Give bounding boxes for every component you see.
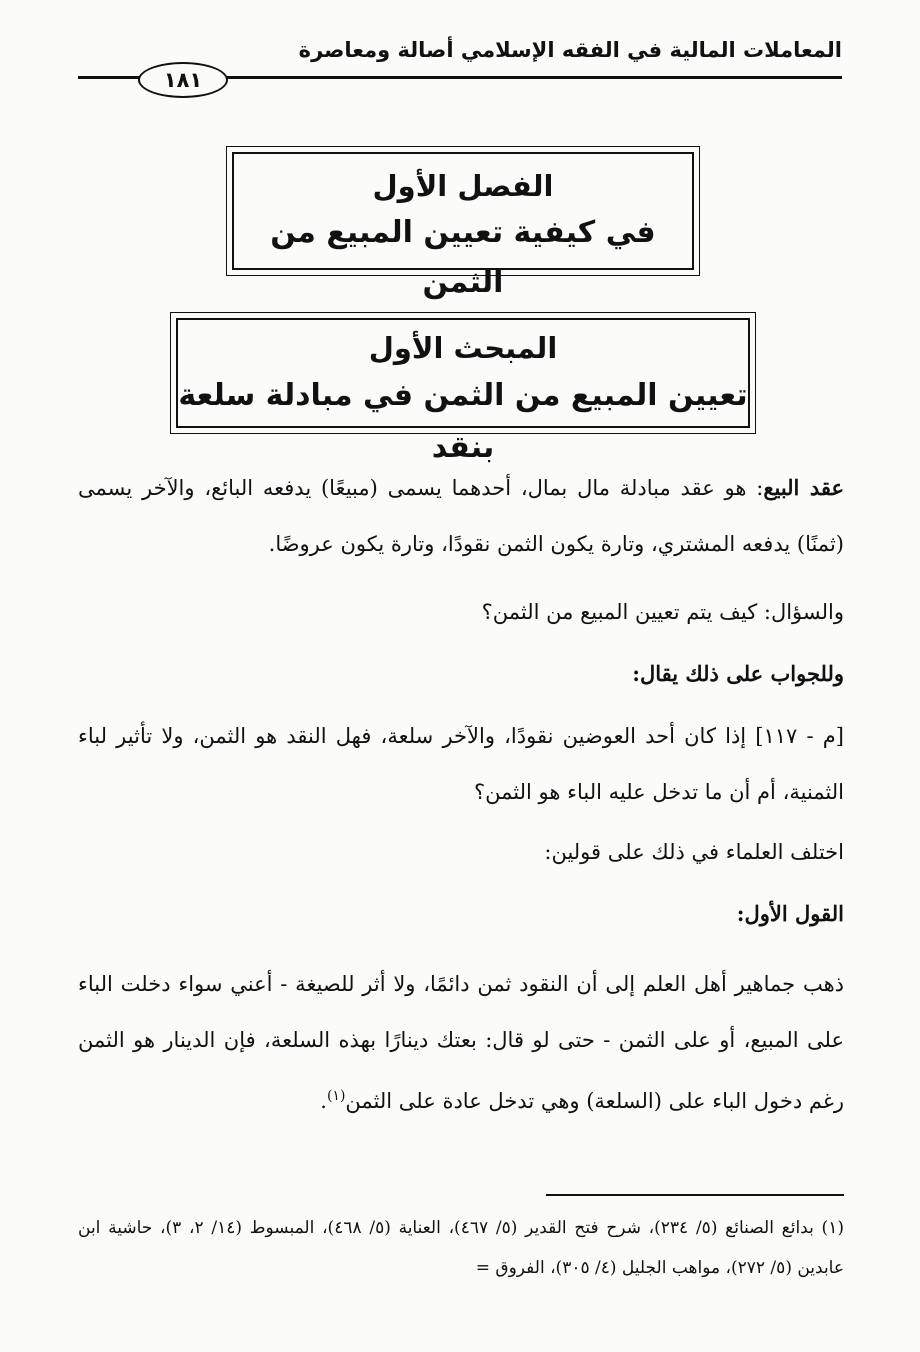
issue-text: [م - ١١٧] إذا كان أحد العوضين نقودًا، والآخر سلعة، فهل النقد هو الثمن، ولا تأثير لباء الثمنية، أم أن ما تدخل عليه الباء هو الثمن؟ xyxy=(78,724,844,804)
definition-text: : هو عقد مبادلة مال بمال، أحدهما يسمى (مبيعًا) يدفعه البائع، والآخر يسمى (ثمنًا) يدفعه المشتري، وتارة يكون الثمن نقودًا، وتارة يكون عروضًا. xyxy=(78,476,844,556)
question-text: والسؤال: كيف يتم تعيين المبيع من الثمن؟ xyxy=(481,600,844,624)
first-opinion-end: . xyxy=(320,1089,327,1113)
footnote: (١) بدائع الصنائع (٥/ ٢٣٤)، شرح فتح القدير (٥/ ٤٦٧)، العناية (٥/ ٤٦٨)، المبسوط (١٤/ ٢، ٣)، حاشية ابن عابدين (٥/ ٢٧٢)، مواهب الجليل (٤/ ٣٠٥)، الفروق = xyxy=(78,1218,844,1278)
section-subtitle: تعيين المبيع من الثمن في مبادلة سلعة بنقد xyxy=(178,378,748,465)
paragraph-answer-intro xyxy=(78,646,844,702)
book-title: المعاملات المالية في الفقه الإسلامي أصالة ومعاصرة xyxy=(298,38,842,62)
chapter-heading-box xyxy=(232,152,694,300)
paragraph-first-opinion-heading xyxy=(78,886,844,942)
paragraph-issue xyxy=(78,708,844,820)
answer-intro-text: وللجواب على ذلك يقال: xyxy=(632,661,844,686)
paragraph-disagreement xyxy=(78,824,844,880)
defined-term: عقد البيع xyxy=(763,475,844,500)
section-title: المبحث الأول xyxy=(368,331,558,365)
page-number: ١٨١ xyxy=(138,62,228,98)
footnote-separator xyxy=(546,1194,844,1196)
first-opinion-text: ذهب جماهير أهل العلم إلى أن النقود ثمن دائمًا، ولا أثر للصيغة - أعني سواء دخلت الباء على المبيع، أو على الثمن - حتى لو قال: بعتك دينارًا بهذه السلعة، فإن الدينار هو الثمن رغم دخول الباء على (السلعة) وهي تدخل عادة على الثمن xyxy=(78,972,844,1113)
footnote-reference[interactable]: (١) xyxy=(326,1088,346,1104)
disagreement-text: اختلف العلماء في ذلك على قولين: xyxy=(544,840,844,864)
chapter-title: الفصل الأول xyxy=(372,169,554,203)
chapter-subtitle: في كيفية تعيين المبيع من الثمن xyxy=(270,215,656,300)
first-opinion-heading: القول الأول: xyxy=(736,901,844,926)
paragraph-first-opinion xyxy=(78,956,844,1129)
paragraph-question xyxy=(78,584,844,640)
section-heading-box xyxy=(176,318,750,465)
paragraph-definition xyxy=(78,460,844,572)
